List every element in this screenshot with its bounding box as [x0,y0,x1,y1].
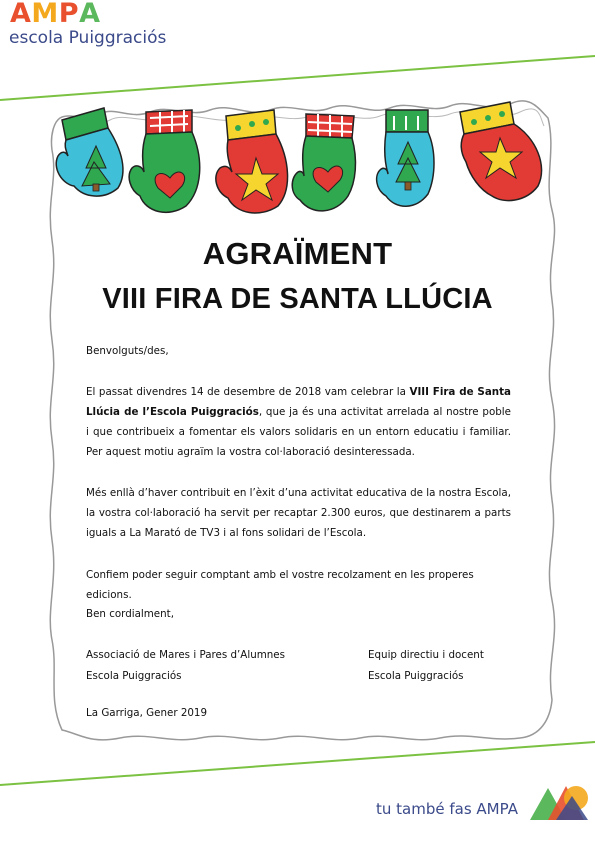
mitten-tree-icon [377,110,434,206]
logo-subtitle: escola Puiggraciós [9,28,167,48]
logo-letter: M [31,0,59,29]
mitten-star-icon [460,102,542,201]
mitten-heart-icon [292,114,355,211]
signature-left [86,645,285,687]
ampa-triangles-logo-icon [530,786,588,820]
paragraph-1 [86,382,511,462]
header-divider-line [0,56,595,100]
place-date: La Garriga, Gener 2019 [86,707,208,719]
paragraph-1-bold: VIII Fira de Santa Llúcia de l’Escola Puiggraciós [86,386,511,418]
logo-letter: A [79,0,101,29]
signature-right [368,645,484,687]
paragraph-3: Confiem poder seguir comptant amb el vostre recolzament en les properes edicions. [86,569,474,601]
footer-divider-line [0,742,595,785]
mitten-tree-icon [56,108,123,196]
signature-right-line-2: Escola Puiggraciós [368,670,464,682]
paragraph-2: Més enllà d’haver contribuit en l’èxit d’una activitat educativa de la nostra Escola, la vostra col·laboració ha servit per recaptar 2.300 euros, que destinarem a parts iguals a La Marató de TV3 i al fons solidari de l’Escola. [86,487,511,539]
logo-letter: P [58,0,80,29]
closing: Ben cordialment, [86,608,174,620]
title-line-2: VIII FIRA DE SANTA LLÚCIA [102,283,493,315]
signature-left-line-1: Associació de Mares i Pares d’Alumnes [86,649,285,661]
logo-letter: A [10,0,32,29]
greeting: Benvolguts/des, [86,345,169,357]
signature-left-line-2: Escola Puiggraciós [86,670,182,682]
mitten-heart-icon [129,110,200,212]
mitten-star-icon [216,110,288,213]
paragraph-1-text: El passat divendres 14 de desembre de 2018 vam celebrar la [86,386,410,398]
paragraph-1-text: , que ja és una activitat arrelada al nostre poble i que contribueix a fomentar els valors solidaris en un entorn educatiu i familiar. Per aquest motiu agraïm la vostra col·laboració desinteressada. [86,406,511,458]
signature-right-line-1: Equip directiu i docent [368,649,484,661]
footer-slogan: tu també fas AMPA [376,800,518,818]
title-line-1: AGRAÏMENT [202,236,393,271]
